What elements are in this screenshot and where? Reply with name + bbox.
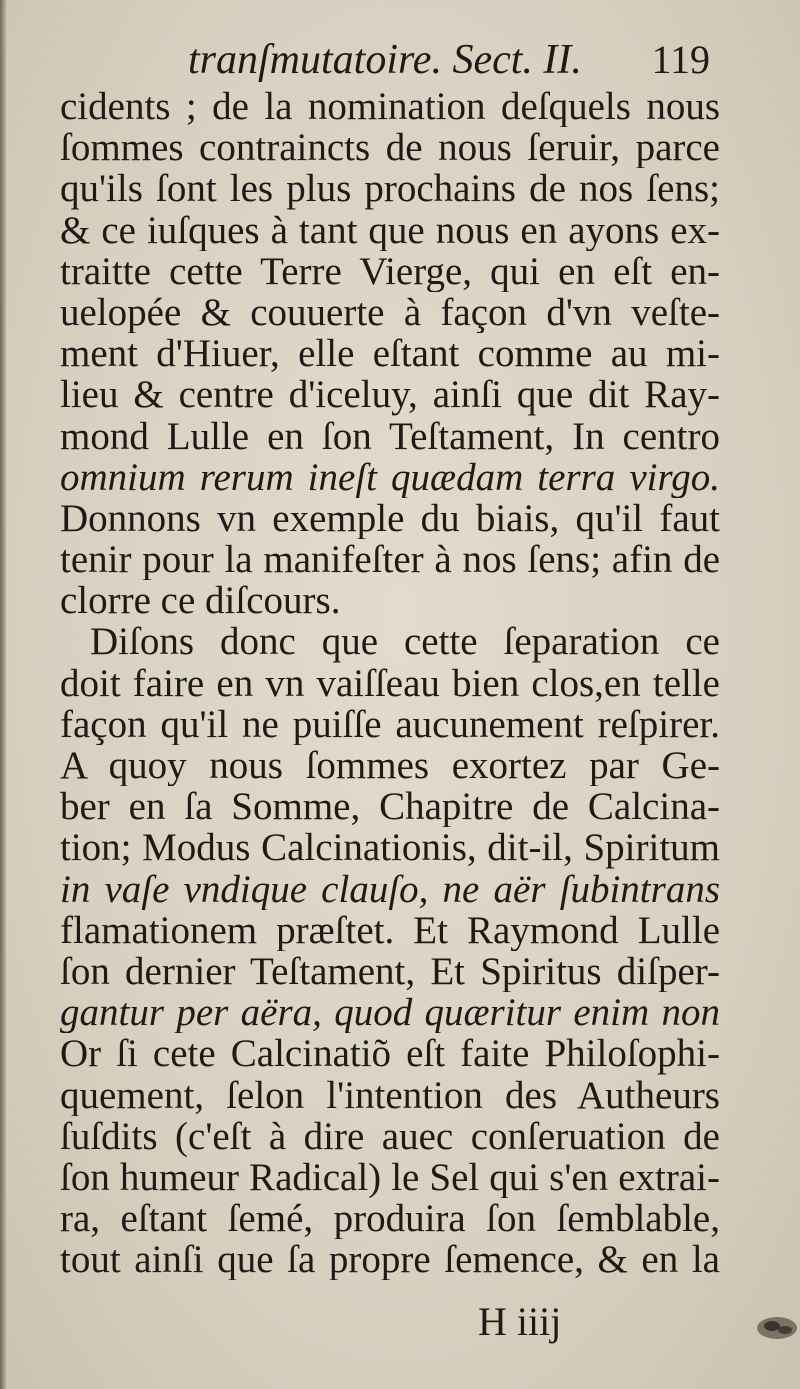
text-line-latin: gantur per aëra, quod quæritur enim non — [60, 992, 720, 1034]
text-line: ber en ſa Somme, Chapitre de Calcina- — [60, 786, 720, 828]
text-line: quement, ſelon l'intention des Autheurs — [60, 1074, 720, 1116]
text-line: Donnons vn exemple du biais, qu'il faut — [60, 497, 720, 540]
text-line: ſommes contraincts de nous ſeruir, parce — [60, 127, 720, 169]
paragraph-start-line: Diſons donc que cette ſeparation ce — [90, 621, 720, 663]
signature-mark: H iiij — [478, 1299, 562, 1344]
text-line: doit faire en vn vaiſſeau bien clos,en telle — [60, 662, 720, 704]
text-line-latin: in vaſe vndique clauſo, ne aër ſubintrans — [60, 868, 720, 910]
text-line: façon qu'il ne puiſſe aucunement reſpirer. — [60, 703, 720, 745]
text-line: Or ſi cete Calcinatiõ eſt faite Philoſophi- — [60, 1033, 720, 1075]
text-line: & ce iuſques à tant que nous en ayons ex- — [60, 209, 720, 251]
text-line: clorre ce diſcours. — [60, 579, 341, 623]
text-line: ſon dernier Teſtament, Et Spiritus diſper- — [60, 950, 720, 993]
body-text — [60, 86, 720, 1280]
text-line: A quoy nous ſommes exortez par Ge- — [60, 745, 720, 787]
text-line: flamationem præſtet. Et Raymond Lulle — [60, 909, 720, 951]
text-line: mond Lulle en ſon Teſtament, In centro — [60, 415, 720, 457]
page-header — [150, 36, 710, 86]
text-line: tion; Modus Calcinationis, dit-il, Spiritum — [60, 827, 720, 869]
text-line: tout ainſi que ſa propre ſemence, & en la — [60, 1239, 720, 1281]
text-line: uelopée & couuerte à façon d'vn veſte- — [60, 291, 720, 334]
text-line: ſon humeur Radical) le Sel qui s'en extrai- — [60, 1156, 720, 1199]
text-line: traitte cette Terre Vierge, qui en eſt en- — [60, 250, 720, 292]
text-line: ment d'Hiuer, elle eſtant comme au mi- — [60, 333, 720, 375]
page-binding-edge — [0, 0, 6, 1389]
text-line: ſuſdits (c'eſt à dire auec conſeruation de — [60, 1115, 720, 1157]
text-line: lieu & centre d'iceluy, ainſi que dit Ray- — [60, 374, 720, 416]
page-number: 119 — [651, 37, 710, 82]
running-title: tranſmutatoire. Sect. II. — [188, 37, 582, 83]
text-line: cidents ; de la nomination deſquels nous — [60, 86, 720, 128]
printer-ornament-icon — [754, 1310, 800, 1346]
text-line: tenir pour la manifeſter à nos ſens; afin de — [60, 539, 720, 581]
text-line: qu'ils ſont les plus prochains de nos ſens; — [60, 168, 720, 210]
text-line: ra, eſtant ſemé, produira ſon ſemblable, — [60, 1198, 720, 1240]
text-line-latin: omnium rerum ineſt quædam terra virgo. — [60, 456, 720, 498]
